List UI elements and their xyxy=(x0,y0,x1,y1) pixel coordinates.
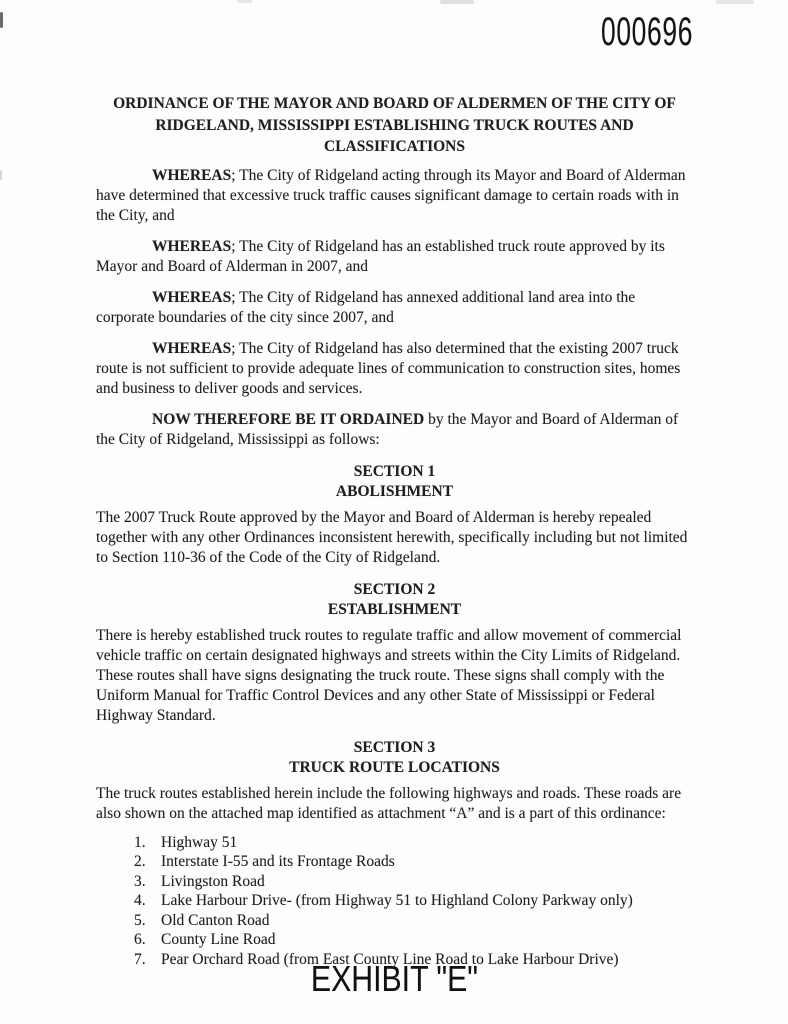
truck-route-item xyxy=(134,911,693,931)
route-number: 2. xyxy=(134,853,146,870)
whereas-paragraph-2 xyxy=(96,237,693,277)
truck-route-item xyxy=(134,852,693,872)
document-body xyxy=(96,0,693,969)
scan-artifact xyxy=(716,0,754,4)
section-3-intro: The truck routes established herein include the following highways and roads. These roads are also shown on the attached map identified as attachment “A” and is a part of this ordinance: xyxy=(96,784,682,822)
bates-stamp-number: 000696 xyxy=(601,10,694,54)
route-name: Pear Orchard Road (from East County Line Road to Lake Harbour Drive) xyxy=(161,950,619,968)
ordained-paragraph xyxy=(96,410,693,450)
route-number: 6. xyxy=(134,931,146,948)
section-name: TRUCK ROUTE LOCATIONS xyxy=(289,758,500,776)
route-name: Lake Harbour Drive- (from Highway 51 to Highland Colony Parkway only) xyxy=(161,892,633,909)
exhibit-label: EXHIBIT "E" xyxy=(310,958,478,999)
section-number: SECTION 3 xyxy=(353,738,436,756)
whereas-text: ; The City of Ridgeland has annexed additional land area into the corporate boundaries of the city since 2007, and xyxy=(96,288,636,326)
section-2-body: There is hereby established truck routes to regulate traffic and allow movement of commercial vehicle traffic on certain designated highways and streets within the City Limits of Ridgeland. These routes shall have signs designating the truck route. These signs shall comply with the Uniform Manual for Traffic Control Devices and any other State of Mississippi or Federal Highway Standard. xyxy=(96,626,682,724)
section-1-body: The 2007 Truck Route approved by the Mayor and Board of Alderman is hereby repealed together with any other Ordinances inconsistent herewith, specifically including but not limited to Section 110-36 of the Code of the City of Ridgeland. xyxy=(96,508,688,566)
route-number: 3. xyxy=(134,872,146,890)
whereas-paragraph-1 xyxy=(96,166,693,226)
route-name: Interstate I-55 and its Frontage Roads xyxy=(161,853,395,870)
truck-route-item xyxy=(134,872,693,892)
whereas-lead: WHEREAS xyxy=(152,237,232,255)
document-title: ORDINANCE OF THE MAYOR AND BOARD OF ALDERMEN OF THE CITY OF RIDGELAND, MISSISSIPPI ESTABLISHING TRUCK ROUTES AND CLASSIFICATIONS xyxy=(113,95,676,155)
route-name: County Line Road xyxy=(161,931,276,948)
route-name: Livingston Road xyxy=(161,872,265,890)
scan-artifact xyxy=(0,170,2,180)
route-number: 1. xyxy=(134,833,146,851)
truck-route-item xyxy=(134,833,693,853)
scan-artifact xyxy=(0,12,3,28)
section-2-heading xyxy=(96,580,693,620)
truck-route-list xyxy=(134,833,693,970)
whereas-lead: WHEREAS xyxy=(152,166,232,184)
section-number: SECTION 2 xyxy=(353,580,436,598)
truck-route-item xyxy=(134,930,693,950)
ordained-lead: NOW THEREFORE BE IT ORDAINED xyxy=(152,410,425,428)
whereas-lead: WHEREAS xyxy=(152,288,232,306)
whereas-paragraph-3 xyxy=(96,288,693,328)
route-number: 4. xyxy=(134,892,146,909)
whereas-paragraph-4 xyxy=(96,339,693,399)
route-number: 5. xyxy=(134,911,146,929)
route-name: Old Canton Road xyxy=(161,911,270,929)
whereas-text: ; The City of Ridgeland acting through its Mayor and Board of Alderman have determined that excessive truck traffic causes significant damage to certain roads with in the City, and xyxy=(96,166,686,224)
whereas-text: ; The City of Ridgeland has also determined that the existing 2007 truck route is not sufficient to provide adequate lines of communication to construction sites, homes and business to deliver goods and services. xyxy=(96,339,681,397)
section-1-heading xyxy=(96,462,693,502)
section-number: SECTION 1 xyxy=(353,462,436,480)
route-number: 7. xyxy=(134,950,146,968)
whereas-lead: WHEREAS xyxy=(152,339,232,357)
section-3-heading xyxy=(96,738,693,778)
route-name: Highway 51 xyxy=(161,833,238,851)
section-name: ESTABLISHMENT xyxy=(327,600,462,618)
section-name: ABOLISHMENT xyxy=(335,482,454,500)
ordained-text: by the Mayor and Board of Alderman of the City of Ridgeland, Mississippi as follows: xyxy=(96,410,679,448)
truck-route-item xyxy=(134,891,693,911)
whereas-text: ; The City of Ridgeland has an established truck route approved by its Mayor and Board of Alderman in 2007, and xyxy=(96,237,665,275)
